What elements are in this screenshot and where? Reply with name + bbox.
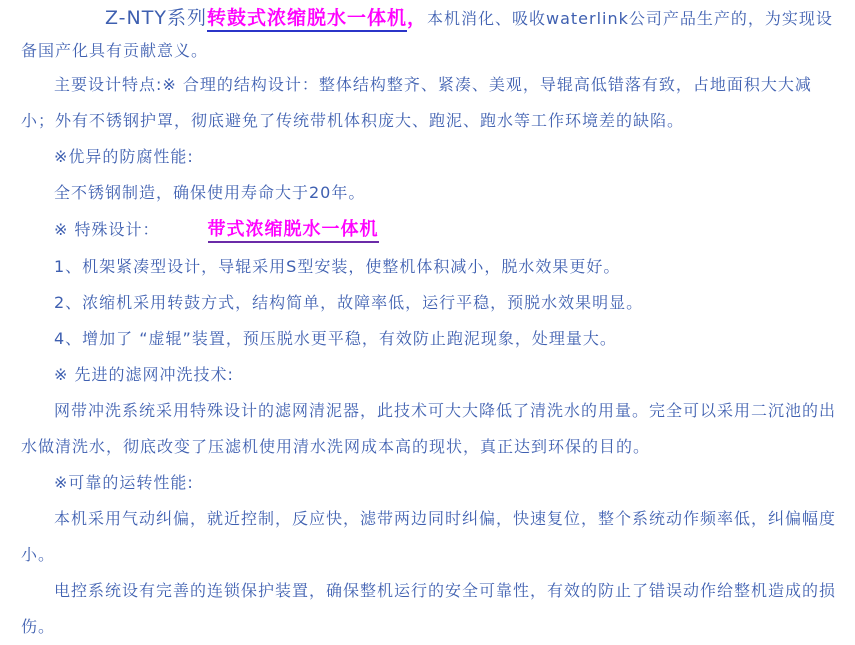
series-name: Z-NTY系列 [105,7,207,29]
heading-anticorrosion: ※优异的防腐性能: [54,147,194,166]
paragraph-anticorrosion: 全不锈钢制造，确保使用寿命大于20年。 [54,183,366,202]
intro-comma: ， [406,7,427,29]
paragraph-running-performance-2: 电控系统设有完善的连锁保护装置，确保整机运行的安全可靠性，有效的防止了错误动作给整机造成的损伤。 [21,581,837,636]
intro-text: 本机消化、吸收waterlink公司产品生产的，为实现设备国产化具有贡献意义。 [21,9,833,60]
list-item-2: 2、浓缩机采用转鼓方式，结构简单，故障率低，运行平稳，预脱水效果明显。 [54,293,644,312]
drum-machine-link[interactable]: 转鼓式浓缩脱水一体机 [207,7,407,32]
heading-running-performance: ※可靠的运转性能: [54,473,194,492]
paragraph-special-design [21,211,837,249]
belt-machine-link[interactable]: 带式浓缩脱水一体机 [208,219,379,243]
paragraph-design-features: 主要设计特点:※ 合理的结构设计：整体结构整齐、紧凑、美观，导辊高低错落有致，占地面积大大减小；外有不锈钢护罩，彻底避免了传统带机体积庞大、跑泥、跑水等工作环境差的缺陷。 [21,75,812,130]
paragraph-running-performance-1: 本机采用气动纠偏，就近控制，反应快，滤带两边同时纠偏，快速复位，整个系统动作频率低，纠偏幅度小。 [21,509,837,564]
list-item-1: 1、机架紧凑型设计，导辊采用S型安装，使整机体积减小，脱水效果更好。 [54,257,621,276]
heading-washing-tech: ※ 先进的滤网冲洗技术: [54,365,234,384]
paragraph-washing-tech: 网带冲洗系统采用特殊设计的滤网清泥器，此技术可大大降低了清洗水的用量。完全可以采用二沉池的出水做清洗水，彻底改变了压滤机使用清水洗网成本高的现状，真正达到环保的目的。 [21,401,837,456]
intro-paragraph [21,2,837,67]
list-item-4: 4、增加了 “虚辊”装置，预压脱水更平稳，有效防止跑泥现象，处理量大。 [54,329,617,348]
special-design-label: ※ 特殊设计： [54,220,160,239]
